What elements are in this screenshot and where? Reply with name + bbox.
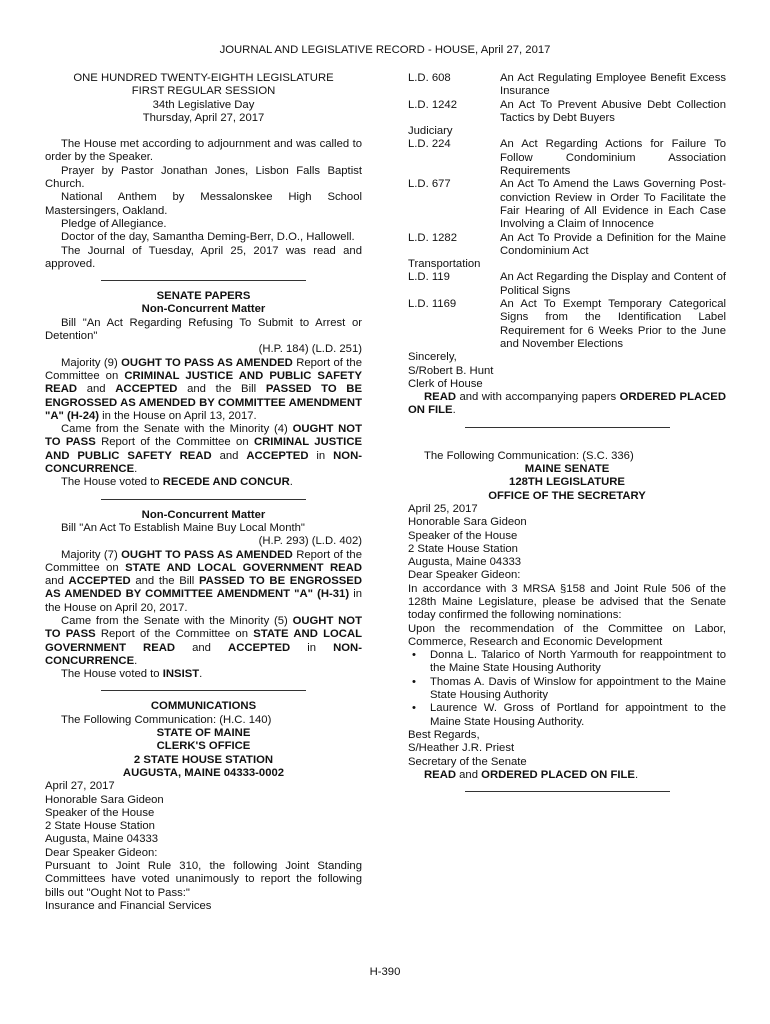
session-title <box>45 72 362 125</box>
house-vote: The House voted to INSIST. <box>61 668 203 681</box>
bill-row <box>408 178 726 231</box>
bill-title: An Act To Provide a Definition for the Maine Condominium Act <box>500 231 726 257</box>
left-column <box>45 72 362 913</box>
letter-body: In accordance with 3 MRSA §158 and Joint Rule 506 of the 128th Maine Legislature, please be advised that the Senate today confirmed the following nominations: <box>408 582 726 622</box>
section-divider <box>101 499 306 500</box>
letter-body: Upon the recommendation of the Committee on Labor, Commerce, Research and Economic Development <box>408 622 726 648</box>
communications-heading: COMMUNICATIONS <box>150 700 257 713</box>
bill-row <box>408 298 726 351</box>
legislative-day-line: 34th Legislative Day <box>152 98 255 111</box>
page-header: JOURNAL AND LEGISLATIVE RECORD - HOUSE, April 27, 2017 <box>219 44 551 56</box>
letterhead: STATE OF MAINE CLERK'S OFFICE 2 STATE HOUSE STATION AUGUSTA, MAINE 04333-0002 <box>122 727 285 779</box>
closing: Sincerely, <box>408 351 457 364</box>
ld-number: L.D. 677 <box>408 178 451 191</box>
committee-name: Transportation <box>408 258 481 271</box>
bill-list <box>408 72 726 125</box>
majority-report: Majority (9) OUGHT TO PASS AS AMENDED Report of the Committee on CRIMINAL JUSTICE AND PUBLIC SAFETY READ and ACCEPTED and the Bill PASSED TO BE ENGROSSED AS AMENDED BY COMMITTEE AMENDMENT "A" (H-24) in the House on April 13, 2017. <box>45 356 362 422</box>
opening-paragraph: The House met according to adjournment and was called to order by the Speaker. <box>45 138 362 164</box>
date-line: Thursday, April 27, 2017 <box>142 111 265 124</box>
doctor-paragraph: Doctor of the day, Samantha Deming-Berr, D.O., Hallowell. <box>61 231 355 244</box>
letter-date: April 27, 2017 <box>45 780 115 793</box>
nominations-list <box>408 649 726 729</box>
bill-title: An Act To Amend the Laws Governing Post-conviction Review in Order To Facilitate the Fair Hearing of All Evidence in Each Case Involving a Claim of Innocence <box>500 178 726 231</box>
session-line: FIRST REGULAR SESSION <box>131 85 276 98</box>
action-line: READ and ORDERED PLACED ON FILE. <box>424 768 639 781</box>
bill-title: An Act Regarding Actions for Failure To Follow Condominium Association Requirements <box>500 138 726 178</box>
senate-action: Came from the Senate with the Minority (4) OUGHT NOT TO PASS Report of the Committee on CRIMINAL JUSTICE AND PUBLIC SAFETY READ and ACCEPTED in NON-CONCURRENCE. <box>45 423 363 476</box>
ld-number: L.D. 1242 <box>408 98 457 111</box>
bill-title: An Act To Exempt Temporary Categorical Signs from the Identification Label Requirement for 6 Weeks Prior to the June and November Elections <box>500 298 726 350</box>
senate-papers-heading: SENATE PAPERS <box>156 290 251 303</box>
signature: S/Heather J.R. Priest <box>408 742 515 755</box>
list-item: • Thomas A. Davis of Winslow for appointment to the Maine State Housing Authority <box>408 676 726 703</box>
salutation: Dear Speaker Gideon: <box>408 569 521 582</box>
senate-action: Came from the Senate with the Minority (5) OUGHT NOT TO PASS Report of the Committee on STATE AND LOCAL GOVERNMENT READ and ACCEPTED in NON-CONCURRENCE. <box>45 614 363 667</box>
legislature-line: ONE HUNDRED TWENTY-EIGHTH LEGISLATURE <box>73 72 334 84</box>
bill-row <box>408 72 726 99</box>
communication-intro: The Following Communication: (H.C. 140) <box>61 713 272 726</box>
anthem-paragraph: National Anthem by Messalonskee High School Mastersingers, Oakland. <box>45 191 362 217</box>
bill-title: Bill "An Act To Establish Maine Buy Local Month" <box>61 521 305 534</box>
closing: Best Regards, <box>408 728 480 741</box>
ld-number: L.D. 224 <box>408 138 451 151</box>
ld-number: L.D. 1282 <box>408 231 457 244</box>
non-concurrent-heading: Non-Concurrent Matter <box>141 303 266 316</box>
right-column <box>408 72 726 801</box>
house-vote: The House voted to RECEDE AND CONCUR. <box>61 476 293 489</box>
addressee-title: Speaker of the House <box>45 806 155 819</box>
section-divider <box>465 791 670 792</box>
section-divider <box>101 690 306 691</box>
action-line: READ and with accompanying papers ORDERED PLACED ON FILE. <box>408 391 726 417</box>
bill-row <box>408 271 726 298</box>
ld-number: L.D. 119 <box>408 271 450 284</box>
bill-reference: (H.P. 293) (L.D. 402) <box>258 535 362 548</box>
committee-name: Insurance and Financial Services <box>45 899 212 912</box>
signature-title: Clerk of House <box>408 377 483 390</box>
letterhead: MAINE SENATE 128TH LEGISLATURE OFFICE OF THE SECRETARY <box>488 463 646 502</box>
bill-title: An Act To Prevent Abusive Debt Collection Tactics by Debt Buyers <box>500 98 726 124</box>
list-item: • Donna L. Talarico of North Yarmouth for reappointment to the Maine State Housing Authority <box>408 649 726 676</box>
addressee-city: Augusta, Maine 04333 <box>408 556 522 569</box>
addressee-street: 2 State House Station <box>408 542 518 555</box>
page-number: H-390 <box>369 966 401 978</box>
bill-title: Bill "An Act Regarding Refusing To Submit to Arrest or Detention" <box>45 316 362 343</box>
committee-name: Judiciary <box>408 125 453 138</box>
addressee-city: Augusta, Maine 04333 <box>45 833 159 846</box>
signature: S/Robert B. Hunt <box>408 364 494 377</box>
signature-title: Secretary of the Senate <box>408 755 527 768</box>
ld-number: L.D. 1169 <box>408 298 457 311</box>
ld-number: L.D. 608 <box>408 72 451 84</box>
non-concurrent-heading: Non-Concurrent Matter <box>141 508 266 521</box>
bill-title: An Act Regarding the Display and Content of Political Signs <box>500 271 726 297</box>
prayer-paragraph: Prayer by Pastor Jonathan Jones, Lisbon Falls Baptist Church. <box>45 164 362 191</box>
addressee-name: Honorable Sara Gideon <box>45 793 164 806</box>
bill-row <box>408 232 726 259</box>
bill-list <box>408 138 726 258</box>
section-divider <box>101 280 306 281</box>
bill-row <box>408 138 726 178</box>
section-divider <box>465 427 670 428</box>
bill-list <box>408 271 726 351</box>
salutation: Dear Speaker Gideon: <box>45 846 158 859</box>
bill-title: An Act Regulating Employee Benefit Excess Insurance <box>500 72 726 98</box>
list-item: • Laurence W. Gross of Portland for appointment to the Maine State Housing Authority. <box>408 702 726 729</box>
majority-report: Majority (7) OUGHT TO PASS AS AMENDED Report of the Committee on STATE AND LOCAL GOVERNMENT READ and ACCEPTED and the Bill PASSED TO BE ENGROSSED AS AMENDED BY COMMITTEE AMENDMENT "A" (H-31) in the House on April 20, 2017. <box>45 548 362 614</box>
communication-intro: The Following Communication: (S.C. 336) <box>424 449 634 462</box>
addressee-street: 2 State House Station <box>45 820 155 833</box>
bill-row <box>408 99 726 126</box>
addressee-title: Speaker of the House <box>408 529 518 542</box>
letter-date: April 25, 2017 <box>408 502 478 515</box>
pledge-paragraph: Pledge of Allegiance. <box>61 217 167 230</box>
letter-body: Pursuant to Joint Rule 310, the following Joint Standing Committees have voted unanimously to report the following bills out "Ought Not to Pass:" <box>45 860 362 899</box>
journal-paragraph: The Journal of Tuesday, April 25, 2017 was read and approved. <box>45 244 362 270</box>
bill-reference: (H.P. 184) (L.D. 251) <box>258 343 362 356</box>
addressee-name: Honorable Sara Gideon <box>408 516 527 529</box>
